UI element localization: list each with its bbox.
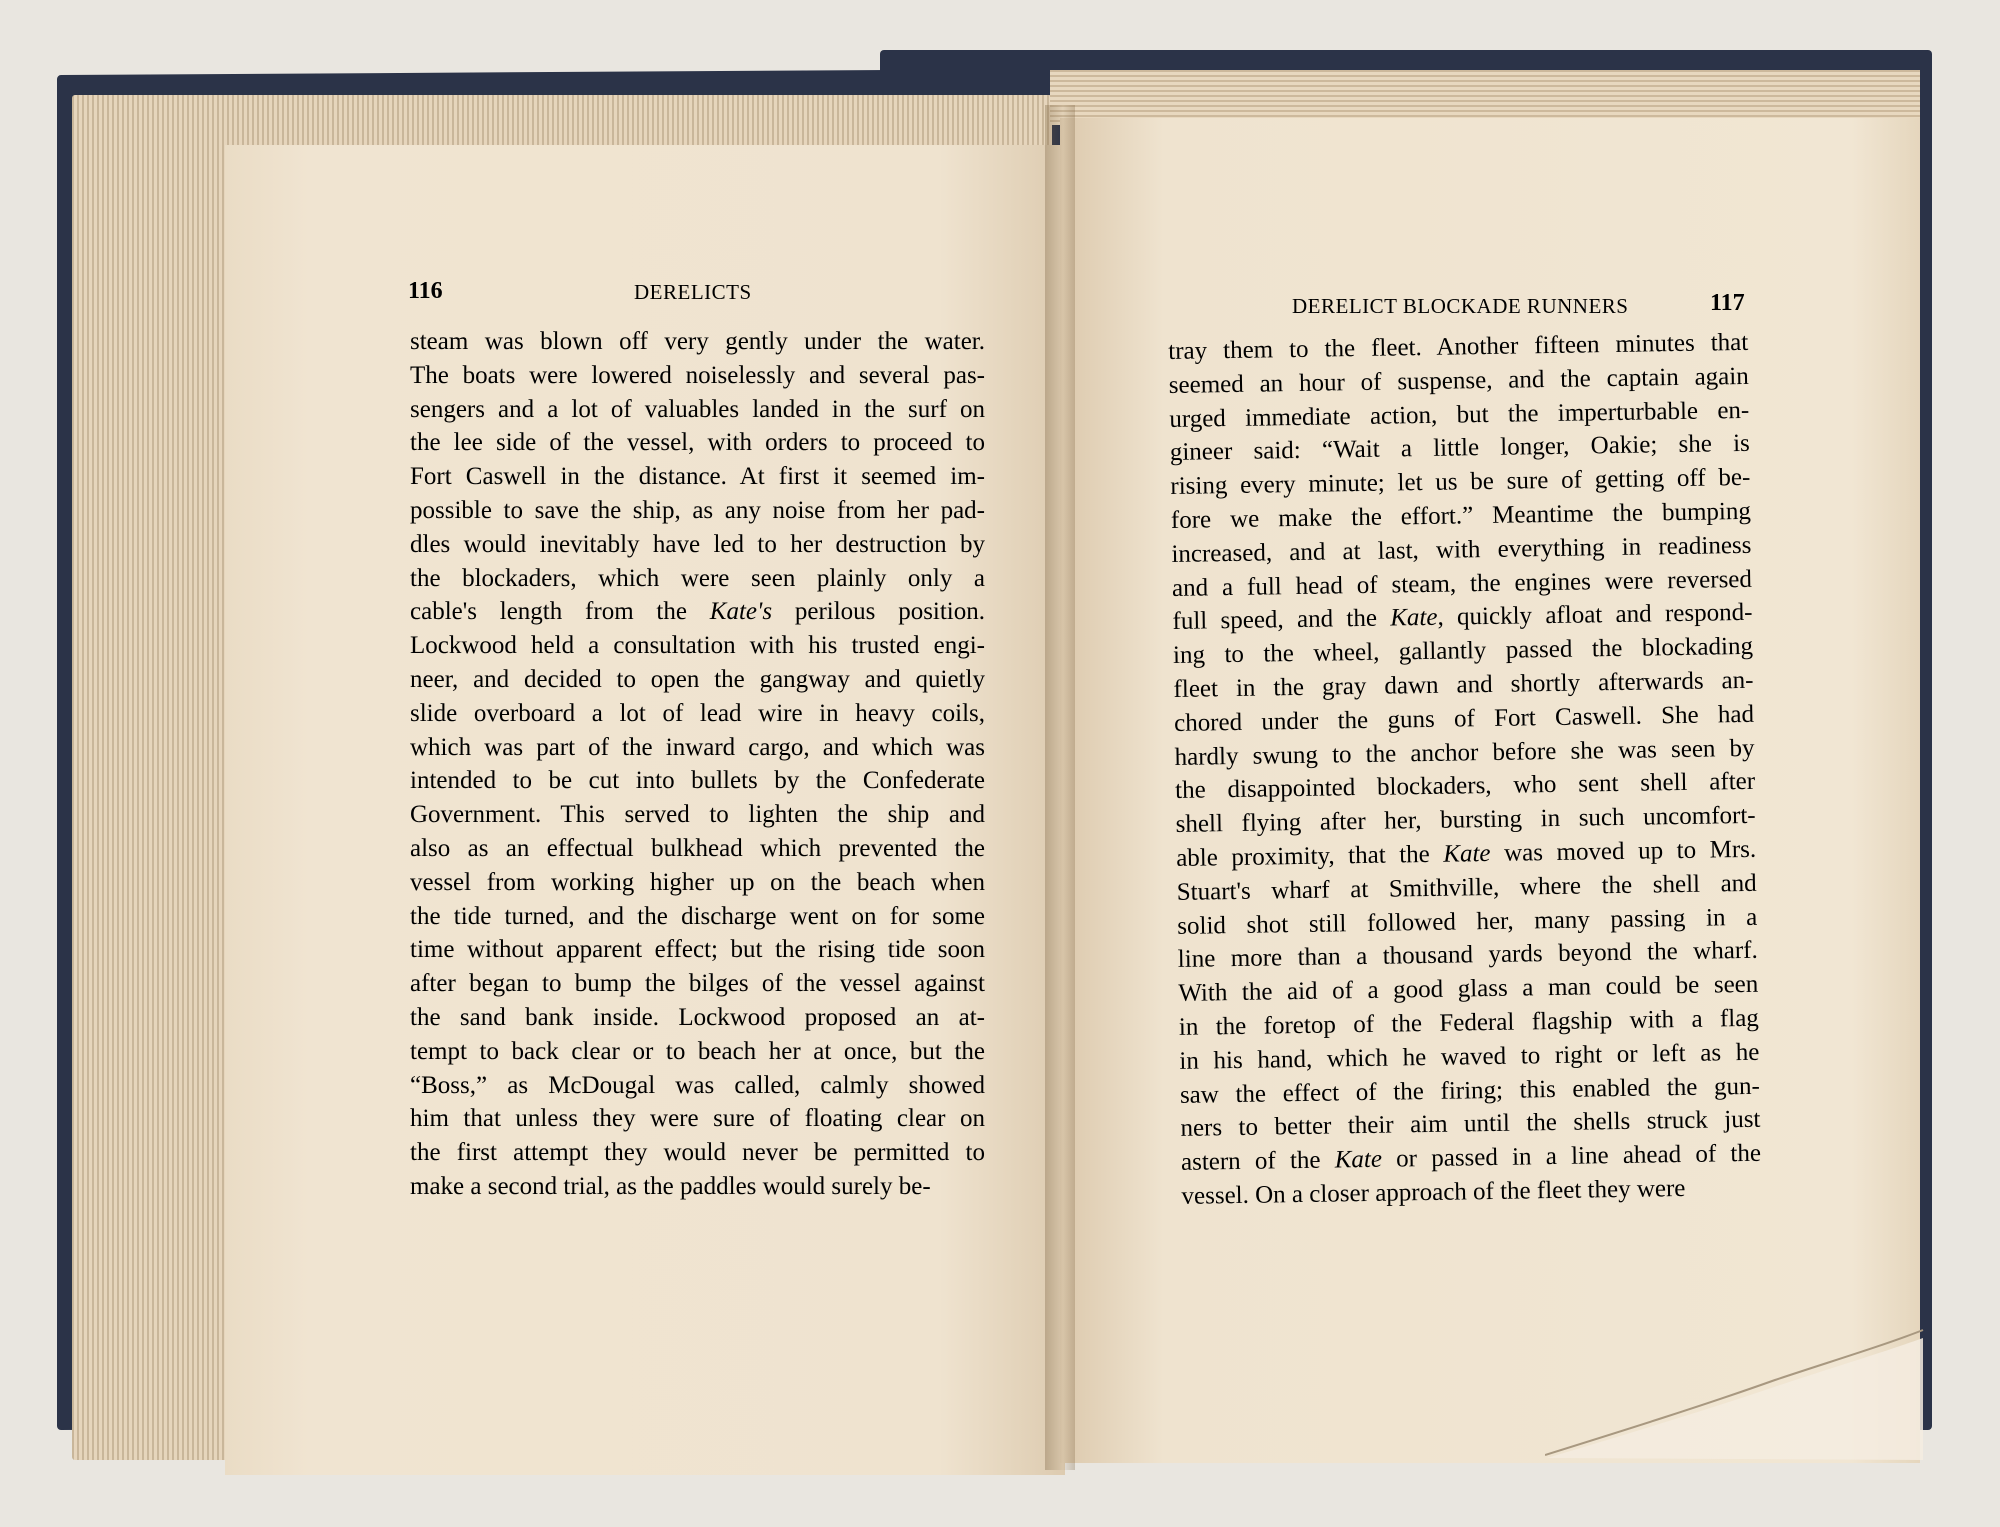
text-line: saw the effect of the firing; this enabled the gun- [1179,1072,1761,1109]
text-line: Government. This served to lighten the ship and [410,801,985,829]
text-line: Fort Caswell in the distance. At first it seemed im- [410,463,985,491]
running-head-left: DERELICTS [634,280,752,304]
text-line: “Boss,” as McDougal was called, calmly showed [410,1071,985,1099]
page-number-left: 116 [408,278,443,304]
text-line: line more than a thousand yards beyond the wharf. [1177,937,1758,974]
text-line: seemed an hour of suspense, and the captain again [1168,362,1749,399]
text-line: tray them to the fleet. Another fifteen minutes that [1168,328,1749,365]
text-line: rising every minute; let us be sure of getting off be- [1170,464,1751,501]
text-line: shell flying after her, bursting in such uncomfort- [1175,801,1756,839]
text-line: hardly swung to the anchor before she was seen by [1174,734,1755,771]
text-line: gineer said: “Wait a little longer, Oakie; she is [1169,430,1750,467]
text-line: make a second trial, as the paddles would surely be- [410,1172,931,1200]
text-line: the disappointed blockaders, who sent shell after [1174,768,1756,805]
text-line: fore we make the effort.” Meantime the bumping [1170,497,1752,534]
text-line: cable's length from the Kate's perilous position. [410,598,986,626]
text-line: vessel from working higher up on the beach when [410,868,985,896]
text-line: ing to the wheel, gallantly passed the blockading [1172,633,1754,670]
text-line: tempt to back clear or to beach her at once, but the [410,1037,985,1065]
text-line: slide overboard a lot of lead wire in heavy coils, [410,699,985,727]
body-text-right [1168,326,1762,1214]
text-line: steam was blown off very gently under the water. [410,328,985,355]
text-line: vessel. On a closer approach of the fleet they were [1181,1174,1686,1210]
text-line: sengers and a lot of valuables landed in the surf on [410,395,985,423]
text-line: neer, and decided to open the gangway and quietly [410,665,985,693]
page-tear [1545,1320,1925,1460]
text-line: intended to be cut into bullets by the Confederate [410,767,985,795]
text-line: urged immediate action, but the imperturbable en- [1169,396,1750,433]
text-line: increased, and at last, with everything in readiness [1171,531,1752,568]
page-edges-top [1050,70,1920,125]
text-line: ners to better their aim until the shells struck just [1180,1106,1761,1143]
page-number-right: 117 [1710,290,1745,316]
book-gutter [1045,105,1075,1470]
text-line: and a full head of steam, the engines were reversed [1171,565,1753,602]
text-line: solid shot still followed her, many passing in a [1177,903,1758,940]
text-line: With the aid of a good glass a man could be seen [1178,970,1759,1008]
text-line: time without apparent effect; but the rising tide soon [410,936,985,964]
text-line: after began to bump the bilges of the vessel against [410,970,985,998]
text-line: chored under the guns of Fort Caswell. She had [1173,700,1755,737]
text-line: in his hand, which he waved to right or left as he [1179,1038,1760,1075]
text-line: The boats were lowered noiselessly and several pas- [410,361,985,389]
text-line: the lee side of the vessel, with orders to proceed to [410,429,985,457]
text-line: fleet in the gray dawn and shortly afterwards an- [1173,666,1754,703]
text-line: which was part of the inward cargo, and which was [410,733,985,761]
text-line: the blockaders, which were seen plainly only a [410,564,985,592]
text-line: possible to save the ship, as any noise from her pad- [410,496,985,524]
text-line: the sand bank inside. Lockwood proposed an at- [410,1003,985,1031]
text-line: astern of the Kate or passed in a line ahead of the [1180,1139,1762,1177]
text-line: dles would inevitably have led to her destruction by [410,530,985,558]
body-text-left [410,325,985,1204]
text-line: in the foretop of the Federal flagship with a flag [1178,1004,1760,1041]
text-line: Lockwood held a consultation with his trusted engi- [410,632,985,660]
text-line: him that unless they were sure of floating clear on [410,1105,985,1133]
text-line: the tide turned, and the discharge went on for some [410,902,985,930]
text-line: full speed, and the Kate, quickly afloat and respond- [1172,599,1753,636]
text-line: Stuart's wharf at Smithville, where the shell and [1176,869,1757,906]
running-head-right: DERELICT BLOCKADE RUNNERS [1292,294,1629,318]
text-line: able proximity, that the Kate was moved up to Mrs. [1176,835,1757,872]
text-line: also as an effectual bulkhead which prevented the [410,834,985,862]
text-line: the first attempt they would never be permitted to [410,1139,985,1167]
